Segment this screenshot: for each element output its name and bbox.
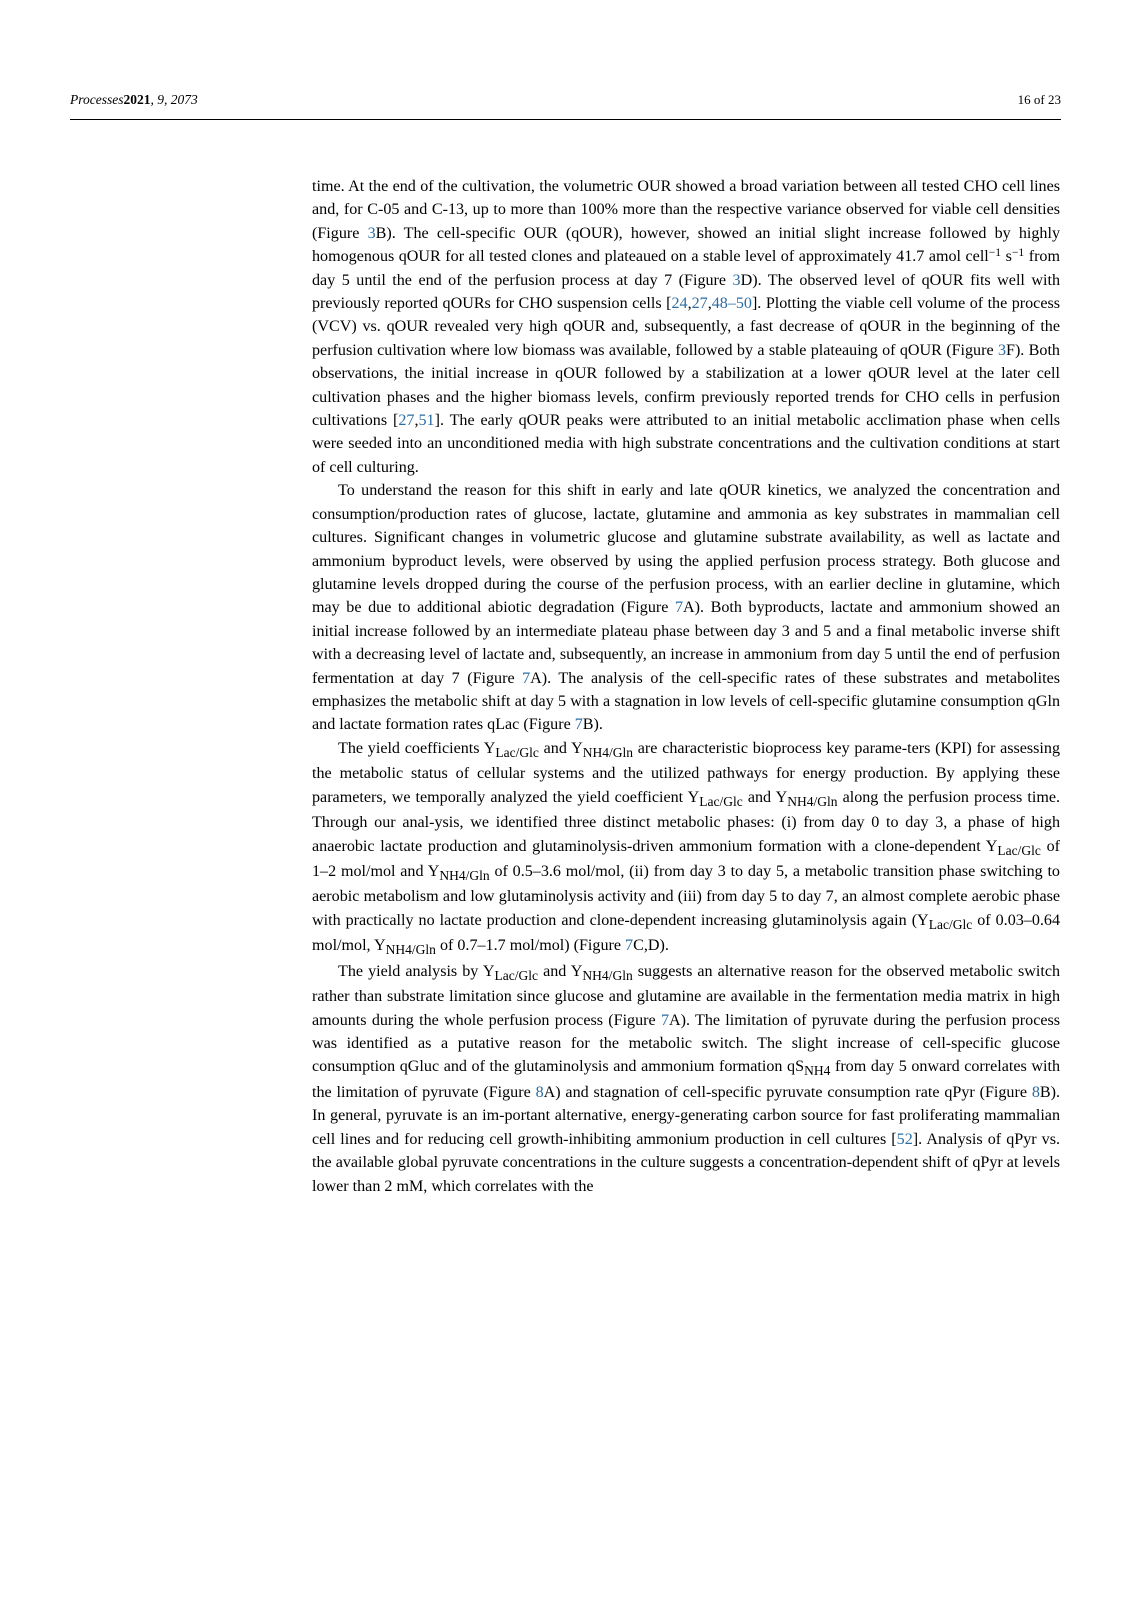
- figure-ref-7cd[interactable]: 7: [625, 937, 634, 955]
- p3-sub-lacglc-2: Lac/Glc: [699, 793, 743, 809]
- citation-ref-24[interactable]: 24: [671, 295, 688, 313]
- p3-text-a: The yield coefficients Y: [338, 739, 496, 757]
- p3-text-h: of 0.03–0.64 mol/mol, Y: [312, 911, 1061, 955]
- p1-sep-3: ,: [414, 412, 419, 430]
- p3-sub-nh4gln-2: NH4/Gln: [787, 793, 838, 809]
- paragraph-4: [312, 960, 1060, 1198]
- paragraph-2: [312, 479, 1060, 736]
- p3-text-b: and Y: [538, 739, 583, 757]
- p2-text-c: A). The analysis of the cell-specific rates of these substrates and metabolites emphasizes the metabolic shift at day 5 with a stagnation in low levels of cell-specific glutamine consumption qGln and lactate formation rates qLac (Figure: [312, 669, 1060, 734]
- p3-text-e: along the perfusion process time. Through our anal-ysis, we identified three distinct metabolic phases: (i) from day 0 to day 3, a phase of high anaerobic lactate production and glutaminolysis-driven ammonium formation with a clone-dependent Y: [312, 788, 1061, 855]
- citation-ref-48-50[interactable]: 48–50: [711, 295, 752, 313]
- figure-ref-7a-3[interactable]: 7: [660, 1011, 669, 1029]
- p4-text-e: from day 5 onward correlates with the limitation of pyruvate (Figure: [312, 1058, 1060, 1101]
- figure-ref-8b[interactable]: 8: [1031, 1083, 1040, 1101]
- article-body: [312, 175, 1060, 1198]
- p3-text-g: of 0.5–3.6 mol/mol, (ii) from day 3 to day 5, a metabolic transition phase switching to aerobic metabolism and low glutaminolysis activity and (iii) from day 5 to day 7, an almost complete aerobic phase with practically no lactate production and clone-dependent increasing glutaminolysis again (Y: [312, 862, 1060, 929]
- paragraph-3: [312, 737, 1060, 960]
- p4-text-c: suggests an alternative reason for the observed metabolic switch rather than substrate limitation since glucose and glutamine are available in the fermentation media matrix in high amounts during the whole perfusion process (Figure: [312, 962, 1061, 1029]
- p4-sub-nh4: NH4: [804, 1063, 831, 1079]
- header-divider: [70, 119, 1061, 120]
- p1-sup-2: −1: [1011, 246, 1025, 260]
- p1-sep-2: ,: [707, 295, 712, 313]
- p4-sub-lacglc-5: Lac/Glc: [494, 967, 538, 983]
- p1-sup-1: −1: [988, 246, 1002, 260]
- p2-text-d: B).: [582, 716, 603, 734]
- p3-sub-lacglc-1: Lac/Glc: [495, 744, 539, 760]
- citation-ref-27[interactable]: 27: [691, 295, 708, 313]
- p3-text-f: of 1–2 mol/mol and Y: [312, 837, 1060, 880]
- p1-text-d: from day 5 until the end of the perfusion process at day 7 (Figure: [312, 248, 1060, 289]
- p1-text-c: s: [1001, 248, 1012, 266]
- p3-sub-nh4gln-4: NH4/Gln: [385, 942, 436, 958]
- page-header: [70, 92, 1061, 122]
- p3-sub-lacglc-4: Lac/Glc: [928, 916, 973, 932]
- figure-ref-8a[interactable]: 8: [535, 1083, 544, 1101]
- figure-ref-7a[interactable]: 7: [674, 599, 684, 617]
- p2-text-b: A). Both byproducts, lactate and ammonium showed an initial increase followed by an intermediate plateau phase between day 3 and 5 and a final metabolic inverse shift with a decreasing level of lactate and, subsequently, an increase in ammonium from day 5 until the end of perfusion fermentation at day 7 (Figure: [312, 599, 1060, 687]
- journal-volume: , 9, 2073: [150, 92, 198, 107]
- p4-text-b: and Y: [538, 962, 583, 980]
- p3-text-j: C,D).: [633, 937, 669, 955]
- p1-sep-1: ,: [687, 295, 692, 313]
- page-number: 16 of 23: [1017, 92, 1061, 107]
- p3-text-c: are characteristic bioprocess key parame-ters (KPI) for assessing the metabolic status of cellular systems and the utilized pathways for energy production. By applying these parameters, we temporally analyzed the yield coefficient Y: [312, 739, 1060, 806]
- p4-text-f: A) and stagnation of cell-specific pyruvate consumption rate qPyr (Figure: [543, 1083, 1032, 1101]
- p1-text-a: time. At the end of the cultivation, the volumetric OUR showed a broad variation between all tested CHO cell lines and, for C-05 and C-13, up to more than 100% more than the respective variance observed for viable cell densities (Figure: [312, 178, 1060, 242]
- header-journal-info: [70, 92, 198, 108]
- p1-text-h: ]. The early qOUR peaks were attributed to an initial metabolic acclimation phase when cells were seeded into an unconditioned media with high substrate concentrations and the cultivation conditions at start of cell culturing.: [312, 412, 1060, 476]
- p1-text-e: D). The observed level of qOUR fits well with previously reported qOURs for CHO suspension cells [: [312, 271, 1060, 313]
- p3-sub-nh4gln-1: NH4/Gln: [582, 744, 634, 760]
- citation-ref-51[interactable]: 51: [418, 412, 435, 430]
- p4-text-d: A). The limitation of pyruvate during the perfusion process was identified as a putative reason for the metabolic switch. The slight increase of cell-specific glucose consumption qGluc and of the glutaminolysis and ammonium formation qS: [312, 1011, 1061, 1076]
- p4-text-g: B). In general, pyruvate is an im-portant alternative, energy-generating carbon source for fast proliferating mammalian cell lines and for reducing cell growth-inhibiting ammonium production in cell cultures [: [312, 1083, 1060, 1148]
- p2-text-a: To understand the reason for this shift in early and late qOUR kinetics, we analyzed the concentration and consumption/production rates of glucose, lactate, glutamine and ammonia as key substrates in mammalian cell cultures. Significant changes in volumetric glucose and glutamine substrate availability, as well as lactate and ammonium byproduct levels, were observed by using the applied perfusion process strategy. Both glucose and glutamine levels dropped during the course of the perfusion process, with an earlier decline in glutamine, which may be due to additional abiotic degradation (Figure: [312, 482, 1060, 617]
- p4-sub-nh4gln-5: NH4/Gln: [582, 967, 633, 983]
- journal-name: Processes: [70, 92, 124, 107]
- figure-ref-7a-2[interactable]: 7: [522, 669, 531, 687]
- p1-text-f: ]. Plotting the viable cell volume of the process (VCV) vs. qOUR revealed very high qOUR and, subsequently, a fast decrease of qOUR in the beginning of the perfusion cultivation where low biomass was available, followed by a stable plateauing of qOUR (Figure: [312, 295, 1060, 359]
- p3-text-d: and Y: [742, 788, 788, 806]
- p4-text-h: ]. Analysis of qPyr vs. the available global pyruvate concentrations in the culture suggests a concentration-dependent shift of qPyr at levels lower than 2 mM, which correlates with the: [312, 1130, 1061, 1195]
- paragraph-1: [312, 175, 1060, 479]
- p4-text-a: The yield analysis by Y: [338, 962, 495, 980]
- figure-ref-3b[interactable]: 3: [367, 224, 376, 242]
- figure-ref-3d[interactable]: 3: [732, 271, 741, 289]
- p1-text-b: B). The cell-specific OUR (qOUR), however, showed an initial slight increase followed by highly homogenous qOUR for all tested clones and plateaued on a stable level of approximately 41.7 amol cell: [312, 224, 1060, 266]
- figure-ref-3f[interactable]: 3: [997, 341, 1006, 359]
- p3-sub-lacglc-3: Lac/Glc: [997, 842, 1041, 858]
- citation-ref-52[interactable]: 52: [896, 1130, 913, 1148]
- citation-ref-27b[interactable]: 27: [398, 412, 415, 430]
- p3-text-i: of 0.7–1.7 mol/mol) (Figure: [435, 937, 626, 955]
- p3-sub-nh4gln-3: NH4/Gln: [439, 867, 490, 883]
- p1-text-g: F). Both observations, the initial increase in qOUR followed by a stabilization at a lower qOUR level at the later cell cultivation phases and the higher biomass levels, confirm previously reported trends for CHO cells in perfusion cultivations [: [312, 341, 1060, 430]
- figure-ref-7b[interactable]: 7: [574, 716, 583, 734]
- journal-year: 2021: [123, 92, 151, 107]
